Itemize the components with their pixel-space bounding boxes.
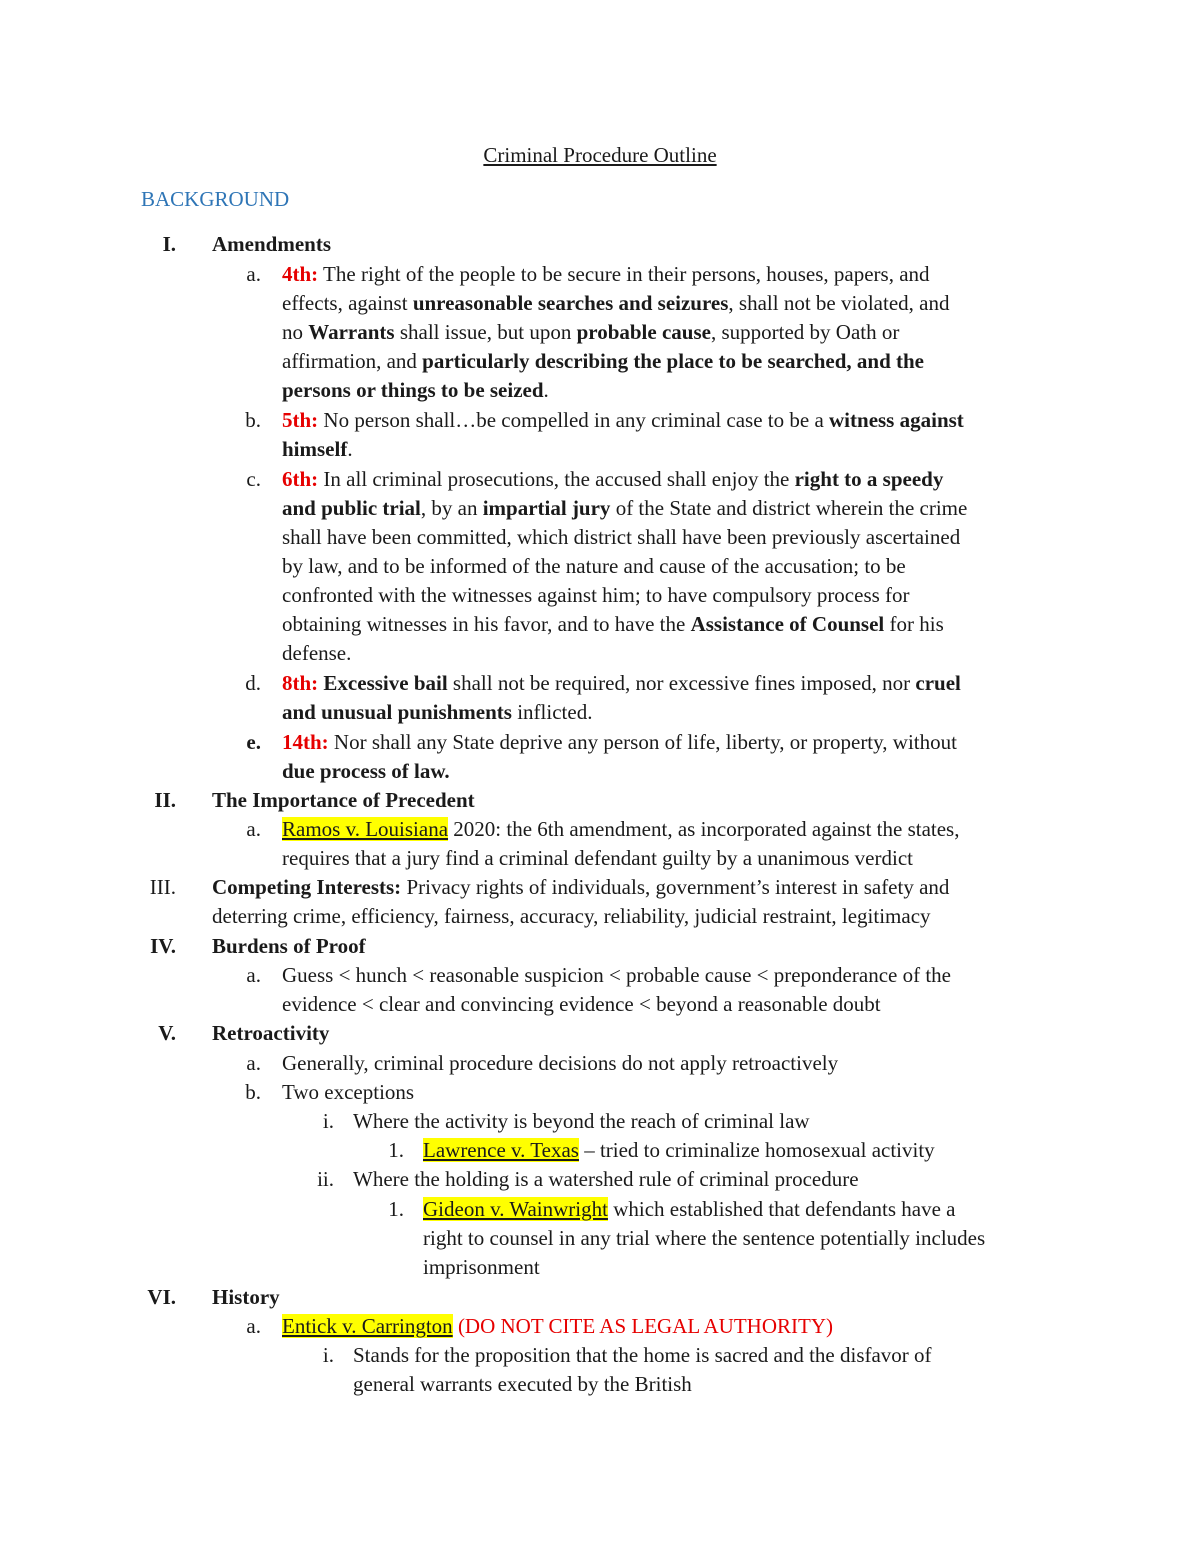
- case-link-entick[interactable]: Entick v. Carrington: [282, 1314, 453, 1338]
- case-link-ramos[interactable]: Ramos v. Louisiana: [282, 817, 449, 841]
- section-number: III.: [149, 875, 176, 899]
- text-line: requires that a jury find a criminal defendant guilty by a unanimous verdict: [282, 846, 913, 870]
- list-marker: e.: [246, 730, 261, 754]
- text-line: confronted with the witnesses against him; to have compulsory process for: [282, 583, 910, 607]
- text-line: and unusual punishments inflicted.: [282, 700, 593, 724]
- section-heading: BACKGROUND: [141, 187, 290, 211]
- text-line: imprisonment: [423, 1255, 540, 1279]
- list-marker: a.: [246, 1051, 261, 1075]
- section-title: The Importance of Precedent: [212, 788, 475, 812]
- list-marker: a.: [246, 817, 261, 841]
- section-title: Retroactivity: [212, 1021, 330, 1045]
- text-line: right to counsel in any trial where the sentence potentially includes: [423, 1226, 986, 1250]
- warning-note: (DO NOT CITE AS LEGAL AUTHORITY): [457, 1314, 833, 1338]
- list-marker: 1.: [388, 1138, 404, 1162]
- section-number: V.: [158, 1021, 176, 1045]
- list-marker: a.: [246, 262, 261, 286]
- list-marker: c.: [246, 467, 261, 491]
- amendment-4th: 4th: The right of the people to be secure in their persons, houses, papers, and: [282, 262, 930, 286]
- amendment-8th: 8th: Excessive bail shall not be required, nor excessive fines imposed, nor cruel: [282, 671, 961, 695]
- case-entry: Lawrence v. Texas – tried to criminalize homosexual activity: [423, 1138, 935, 1162]
- case-link-lawrence[interactable]: Lawrence v. Texas: [423, 1138, 579, 1162]
- section-title: Burdens of Proof: [212, 934, 366, 958]
- section-number: VI.: [147, 1285, 176, 1309]
- case-entry: Ramos v. Louisiana 2020: the 6th amendment, as incorporated against the states,: [282, 817, 960, 841]
- section-title: History: [212, 1285, 280, 1309]
- text-line: effects, against unreasonable searches and seizures, shall not be violated, and: [282, 291, 950, 315]
- list-marker: i.: [322, 1109, 334, 1133]
- text-line: general warrants executed by the British: [353, 1372, 692, 1396]
- amendment-14th: 14th: Nor shall any State deprive any person of life, liberty, or property, without: [282, 730, 957, 754]
- text-line: Where the holding is a watershed rule of criminal procedure: [353, 1167, 859, 1191]
- text-line: and public trial, by an impartial jury of the State and district wherein the crime: [282, 496, 968, 520]
- list-marker: ii.: [317, 1167, 334, 1191]
- section-title: Amendments: [212, 232, 331, 256]
- case-entry: [282, 1312, 833, 1341]
- section-number: IV.: [150, 934, 176, 958]
- text-line: himself.: [282, 437, 353, 461]
- text-line: no Warrants shall issue, but upon probable cause, supported by Oath or: [282, 320, 900, 344]
- page-title: Criminal Procedure Outline: [483, 143, 717, 167]
- list-marker: 1.: [388, 1197, 404, 1221]
- case-entry: Gideon v. Wainwright which established that defendants have a: [423, 1197, 956, 1221]
- list-marker: a.: [246, 1314, 261, 1338]
- text-line: defense.: [282, 641, 352, 665]
- text-line: shall have been committed, which district shall have been previously ascertained: [282, 525, 961, 549]
- text-line: by law, and to be informed of the nature and cause of the accusation; to be: [282, 554, 906, 578]
- section-title: Competing Interests: Privacy rights of individuals, government’s interest in safety and: [212, 875, 950, 899]
- text-line: Guess < hunch < reasonable suspicion < probable cause < preponderance of the: [282, 963, 951, 987]
- list-marker: b.: [245, 1080, 261, 1104]
- list-marker: b.: [245, 408, 261, 432]
- list-marker: a.: [246, 963, 261, 987]
- list-marker: d.: [245, 671, 261, 695]
- section-number: II.: [154, 788, 176, 812]
- text-line: due process of law.: [282, 759, 450, 783]
- amendment-6th: 6th: In all criminal prosecutions, the accused shall enjoy the right to a speedy: [282, 467, 944, 491]
- text-line: persons or things to be seized.: [282, 378, 549, 402]
- text-line: evidence < clear and convincing evidence < beyond a reasonable doubt: [282, 992, 881, 1016]
- text-line: affirmation, and particularly describing the place to be searched, and the: [282, 349, 924, 373]
- text-line: deterring crime, efficiency, fairness, accuracy, reliability, judicial restraint, legitimacy: [212, 904, 931, 928]
- amendment-5th: 5th: No person shall…be compelled in any criminal case to be a witness against: [282, 408, 964, 432]
- text-line: Two exceptions: [282, 1080, 415, 1104]
- section-number: I.: [162, 232, 176, 256]
- case-link-gideon[interactable]: Gideon v. Wainwright: [423, 1197, 608, 1221]
- list-marker: i.: [322, 1343, 334, 1367]
- text-line: obtaining witnesses in his favor, and to have the Assistance of Counsel for his: [282, 612, 944, 636]
- text-line: Generally, criminal procedure decisions do not apply retroactively: [282, 1051, 839, 1075]
- text-line: Where the activity is beyond the reach of criminal law: [353, 1109, 810, 1133]
- text-line: Stands for the proposition that the home is sacred and the disfavor of: [353, 1343, 932, 1367]
